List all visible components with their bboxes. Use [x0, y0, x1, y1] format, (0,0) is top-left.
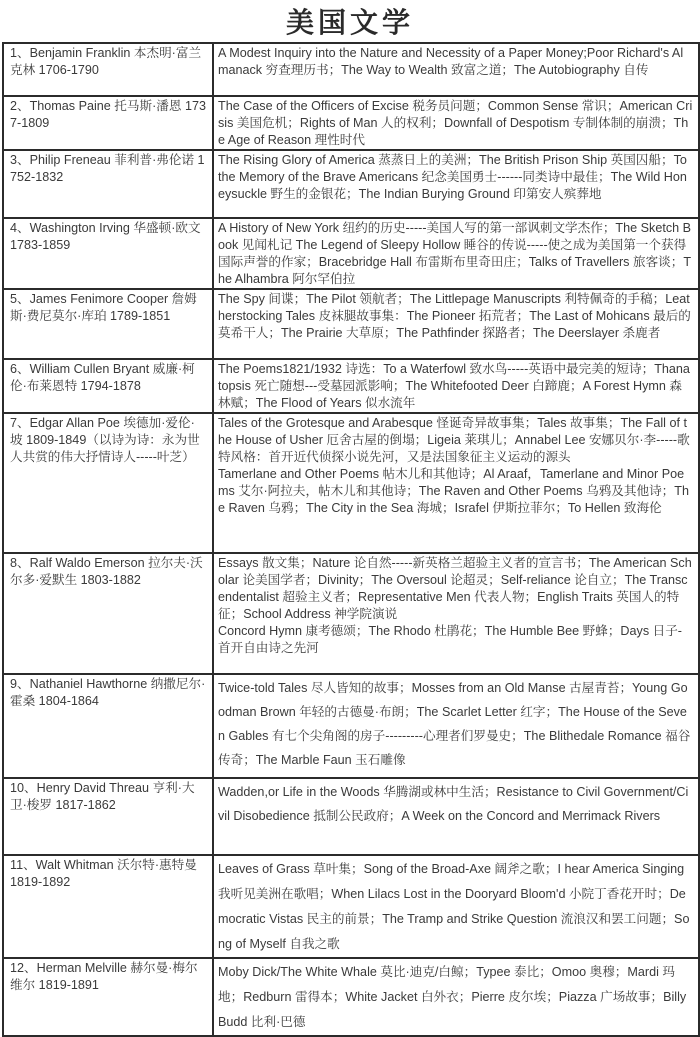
works-text: A History of New York 纽约的历史-----美国人写的第一部讽刺文学杰作；The Sketch Book 见闻札记 The Legend of Sleepy Hollow 睡谷的传说-----使之成为美国第一个获得国际声誉的作家；Bracebridge Hall 布雷斯布里奇田庄；Talks of Travellers 旅客谈；The Alhambra 阿尔罕伯拉 [218, 221, 692, 286]
table-row [3, 289, 699, 359]
author-cell: 2、Thomas Paine 托马斯·潘恩 1737-1809 [3, 96, 213, 150]
works-text: The Poems1821/1932 诗选：To a Waterfowl 致水鸟-----英语中最完美的短诗；Thanatopsis 死亡随想---受墓园派影响；The Whitefooted Deer 白蹄鹿；A Forest Hymn 森林赋；The Flood of Years 似水流年 [218, 362, 690, 410]
table-row [3, 359, 699, 413]
author-cell: 10、Henry David Threau 亨利·大卫·梭罗 1817-1862 [3, 778, 213, 855]
table-row [3, 855, 699, 958]
works-cell [213, 150, 699, 218]
works-cell [213, 359, 699, 413]
table-row [3, 96, 699, 150]
works-text: Wadden,or Life in the Woods 华腾湖或林中生活；Resistance to Civil Government/Civil Disobedience 抵制公民政府；A Week on the Concord and Merrimack Rivers [218, 785, 689, 823]
author-cell: 3、Philip Freneau 菲利普·弗伦诺 1752-1832 [3, 150, 213, 218]
author-cell: 12、Herman Melville 赫尔曼·梅尔维尔 1819-1891 [3, 958, 213, 1036]
works-text: A Modest Inquiry into the Nature and Necessity of a Paper Money;Poor Richard's Almanack 穷查理历书；The Way to Wealth 致富之道；The Autobiography 自传 [218, 46, 684, 77]
table-row [3, 413, 699, 553]
author-cell: 5、James Fenimore Cooper 詹姆斯·费尼莫尔·库珀 1789-1851 [3, 289, 213, 359]
works-cell [213, 855, 699, 958]
works-text: The Case of the Officers of Excise 税务员问题；Common Sense 常识；American Crisis 美国危机；Rights of Man 人的权利；Downfall of Despotism 专制体制的崩溃；The Age of Reason 理性时代 [218, 99, 693, 147]
table-row [3, 553, 699, 674]
works-cell [213, 778, 699, 855]
works-cell [213, 96, 699, 150]
works-text: Concord Hymn 康考德颂；The Rhodo 杜鹃花；The Humble Bee 野蜂；Days 日子-首开自由诗之先河 [218, 624, 682, 655]
works-text: Essays 散文集；Nature 论自然-----新英格兰超验主义者的宣言书；The American Scholar 论美国学者；Divinity；The Oversoul 论超灵；Self-reliance 论自立；The Transcendentalist 超验主义者；Representative Men 代表人物；English Traits 英国人的特征；School Address 神学院演说 [218, 556, 692, 621]
works-cell [213, 43, 699, 96]
works-cell [213, 553, 699, 674]
works-text: Tamerlane and Other Poems 帖木儿和其他诗；Al Araaf，Tamerlane and Minor Poems 艾尔·阿拉夫，帖木儿和其他诗；The Raven and Other Poems 乌鸦及其他诗；The Raven 乌鸦；The City in the Sea 海城；Israfel 伊斯拉菲尔；To Hellen 致海伦 [218, 467, 689, 515]
works-text: Moby Dick/The White Whale 莫比·迪克/白鲸；Typee 泰比；Omoo 奥穆；Mardi 玛地；Redburn 雷得本；White Jacket 白外衣；Pierre 皮尔埃；Piazza 广场故事；Billy Budd 比利·巴德 [218, 965, 687, 1029]
author-cell: 9、Nathaniel Hawthorne 纳撒尼尔·霍桑 1804-1864 [3, 674, 213, 778]
author-cell: 6、William Cullen Bryant 威廉·柯伦·布莱恩特 1794-1878 [3, 359, 213, 413]
works-text: Tales of the Grotesque and Arabesque 怪诞奇异故事集；Tales 故事集；The Fall of the House of Usher 厄舍古屋的倒塌；Ligeia 莱琪儿；Annabel Lee 安娜贝尔·李-----歌特风格：首开近代侦探小说先河，又是法国象征主义运动的源头 [218, 416, 690, 464]
works-cell [213, 289, 699, 359]
table-row [3, 958, 699, 1036]
table-row [3, 218, 699, 289]
author-cell: 1、Benjamin Franklin 本杰明·富兰克林 1706-1790 [3, 43, 213, 96]
works-text: Leaves of Grass 草叶集；Song of the Broad-Axe 阔斧之歌；I hear America Singing 我听见美洲在歌唱；When Lilacs Lost in the Dooryard Bloom'd 小院丁香花开时；Democratic Vistas 民主的前景；The Tramp and Strike Question 流浪汉和罢工问题；Song of Myself 自我之歌 [218, 862, 690, 951]
works-text: The Spy 间谍；The Pilot 领航者；The Littlepage Manuscripts 利特佩奇的手稿；Leatherstocking Tales 皮袜腿故事集：The Pioneer 拓荒者；The Last of Mohicans 最后的莫希干人；The Prairie 大草原；The Pathfinder 探路者；The Deerslayer 杀鹿者 [218, 292, 691, 340]
author-cell: 8、Ralf Waldo Emerson 拉尔夫·沃尔多·爱默生 1803-1882 [3, 553, 213, 674]
author-cell: 11、Walt Whitman 沃尔特·惠特曼 1819-1892 [3, 855, 213, 958]
works-text: The Rising Glory of America 蒸蒸日上的美洲；The British Prison Ship 英国囚船；To the Memory of the Brave Americans 纪念美国勇士------同类诗中最佳；The Wild Honeysuckle 野生的金银花；The Indian Burying Ground 印第安人殡葬地 [218, 153, 687, 201]
works-cell [213, 218, 699, 289]
table-row [3, 150, 699, 218]
author-cell: 4、Washington Irving 华盛顿·欧文 1783-1859 [3, 218, 213, 289]
works-cell [213, 674, 699, 778]
literature-table [2, 42, 700, 1037]
works-text: Twice-told Tales 尽人皆知的故事；Mosses from an Old Manse 古屋青苔；Young Goodman Brown 年轻的古德曼·布朗；The Scarlet Letter 红字；The House of the Seven Gables 有七个尖角阁的房子---------心理者们罗曼史；The Blithedale Romance 福谷传奇；The Marble Faun 玉石雕像 [218, 681, 691, 767]
works-cell [213, 413, 699, 553]
table-row [3, 674, 699, 778]
page-title: 美国文学 [285, 6, 414, 39]
title-band [0, 0, 700, 42]
table-row [3, 43, 699, 96]
table-row [3, 778, 699, 855]
works-cell [213, 958, 699, 1036]
author-cell: 7、Edgar Allan Poe 埃德加·爱伦·坡 1809-1849（以诗为诗：永为世人共赏的伟大抒情诗人-----叶芝） [3, 413, 213, 553]
